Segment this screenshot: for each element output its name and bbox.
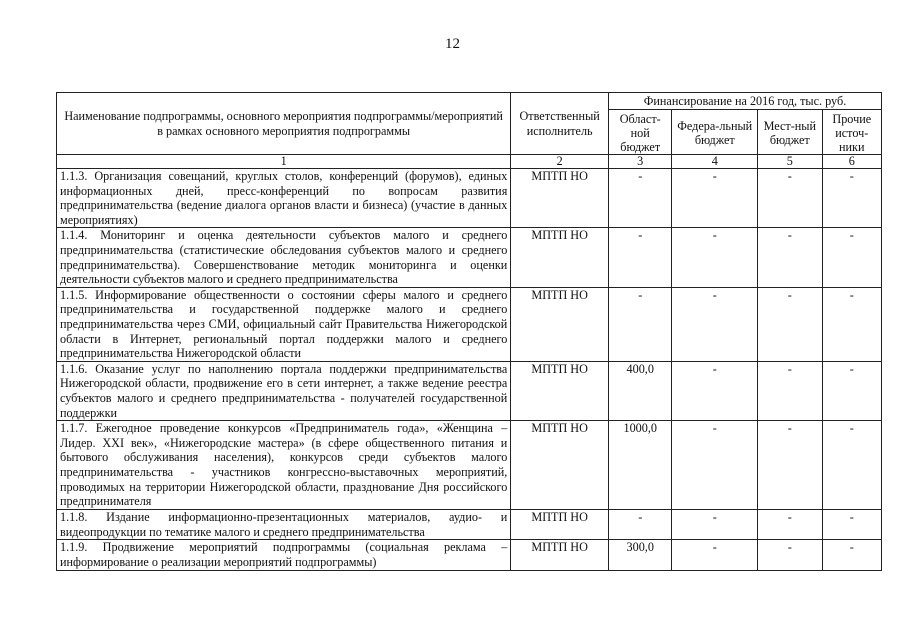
activity-name: 1.1.4. Мониторинг и оценка деятельности субъектов малого и среднего предпринимательства (статистические обследования субъектов малого и среднего предпринимательства). Совершенствование методик мониторинга и оценки деятельности субъектов малого и среднего предпринимательства <box>57 228 511 287</box>
activity-name: 1.1.9. Продвижение мероприятий подпрограммы (социальная реклама – информирование о реализации мероприятий подпрограммы) <box>57 540 511 570</box>
responsible-executor: МПТП НО <box>511 540 609 570</box>
responsible-executor: МПТП НО <box>511 510 609 540</box>
other-sources-value: - <box>822 361 881 420</box>
responsible-executor: МПТП НО <box>511 169 609 228</box>
column-number: 4 <box>672 155 758 169</box>
responsible-executor: МПТП НО <box>511 287 609 361</box>
other-sources-value: - <box>822 287 881 361</box>
activity-name: 1.1.5. Информирование общественности о состоянии сферы малого и среднего предпринимательства и государственной поддержке малого и среднего предпринимательства через СМИ, официальный сайт Правительства Нижегородской области в Интернет, региональный портал поддержки малого и среднего предпринимательства Нижегородской области <box>57 287 511 361</box>
header-responsible: Ответственный исполнитель <box>511 93 609 155</box>
table-row <box>57 510 882 540</box>
financing-table <box>56 92 882 571</box>
federal-budget-value: - <box>672 361 758 420</box>
other-sources-value: - <box>822 510 881 540</box>
activity-name: 1.1.6. Оказание услуг по наполнению портала поддержки предпринимательства Нижегородской области, продвижение его в сети интернет, а также ведение реестра субъектов малого и среднего предпринимательства - получателей государственной поддержки <box>57 361 511 420</box>
page-number: 12 <box>445 36 460 52</box>
federal-budget-value: - <box>672 287 758 361</box>
local-budget-value: - <box>758 169 822 228</box>
local-budget-value: - <box>758 361 822 420</box>
header-other-sources: Прочие источ-ники <box>822 110 881 155</box>
header-local-budget: Мест-ный бюджет <box>758 110 822 155</box>
federal-budget-value: - <box>672 510 758 540</box>
header-financing: Финансирование на 2016 год, тыс. руб. <box>609 93 882 110</box>
responsible-executor: МПТП НО <box>511 421 609 510</box>
local-budget-value: - <box>758 540 822 570</box>
regional-budget-value: - <box>609 228 672 287</box>
column-number: 5 <box>758 155 822 169</box>
activity-name: 1.1.8. Издание информационно-презентационных материалов, аудио- и видеопродукции по тематике малого и среднего предпринимательства <box>57 510 511 540</box>
regional-budget-value: - <box>609 510 672 540</box>
activity-name: 1.1.7. Ежегодное проведение конкурсов «Предприниматель года», «Женщина – Лидер. XXI век», «Нижегородские мастера» (в сфере общественного питания и бытового обслуживания населения), конкурсов среди субъектов малого предпринимательства - участников конгрессно-выставочных мероприятий, проводимых на территории Нижегородской области, празднование Дня российского предпринимателя <box>57 421 511 510</box>
federal-budget-value: - <box>672 540 758 570</box>
table-row <box>57 228 882 287</box>
regional-budget-value: - <box>609 287 672 361</box>
column-number: 3 <box>609 155 672 169</box>
regional-budget-value: - <box>609 169 672 228</box>
responsible-executor: МПТП НО <box>511 361 609 420</box>
table-row <box>57 421 882 510</box>
column-number: 6 <box>822 155 881 169</box>
local-budget-value: - <box>758 421 822 510</box>
activity-name: 1.1.3. Организация совещаний, круглых столов, конференций (форумов), единых информационных дней, пресс-конференций по вопросам развития предпринимательства (ведение диалога органов власти и бизнеса) (участие в данных мероприятиях) <box>57 169 511 228</box>
header-federal-budget: Федера-льный бюджет <box>672 110 758 155</box>
federal-budget-value: - <box>672 421 758 510</box>
table-row <box>57 169 882 228</box>
federal-budget-value: - <box>672 228 758 287</box>
header-name: Наименование подпрограммы, основного мероприятия подпрограммы/мероприятий в рамках основного мероприятия подпрограммы <box>57 93 511 155</box>
local-budget-value: - <box>758 287 822 361</box>
responsible-executor: МПТП НО <box>511 228 609 287</box>
federal-budget-value: - <box>672 169 758 228</box>
other-sources-value: - <box>822 421 881 510</box>
table-row <box>57 361 882 420</box>
local-budget-value: - <box>758 510 822 540</box>
regional-budget-value: 400,0 <box>609 361 672 420</box>
other-sources-value: - <box>822 540 881 570</box>
other-sources-value: - <box>822 228 881 287</box>
table-row <box>57 540 882 570</box>
regional-budget-value: 300,0 <box>609 540 672 570</box>
local-budget-value: - <box>758 228 822 287</box>
table-row <box>57 287 882 361</box>
other-sources-value: - <box>822 169 881 228</box>
header-regional-budget: Област-ной бюджет <box>609 110 672 155</box>
column-number: 1 <box>57 155 511 169</box>
regional-budget-value: 1000,0 <box>609 421 672 510</box>
column-number: 2 <box>511 155 609 169</box>
